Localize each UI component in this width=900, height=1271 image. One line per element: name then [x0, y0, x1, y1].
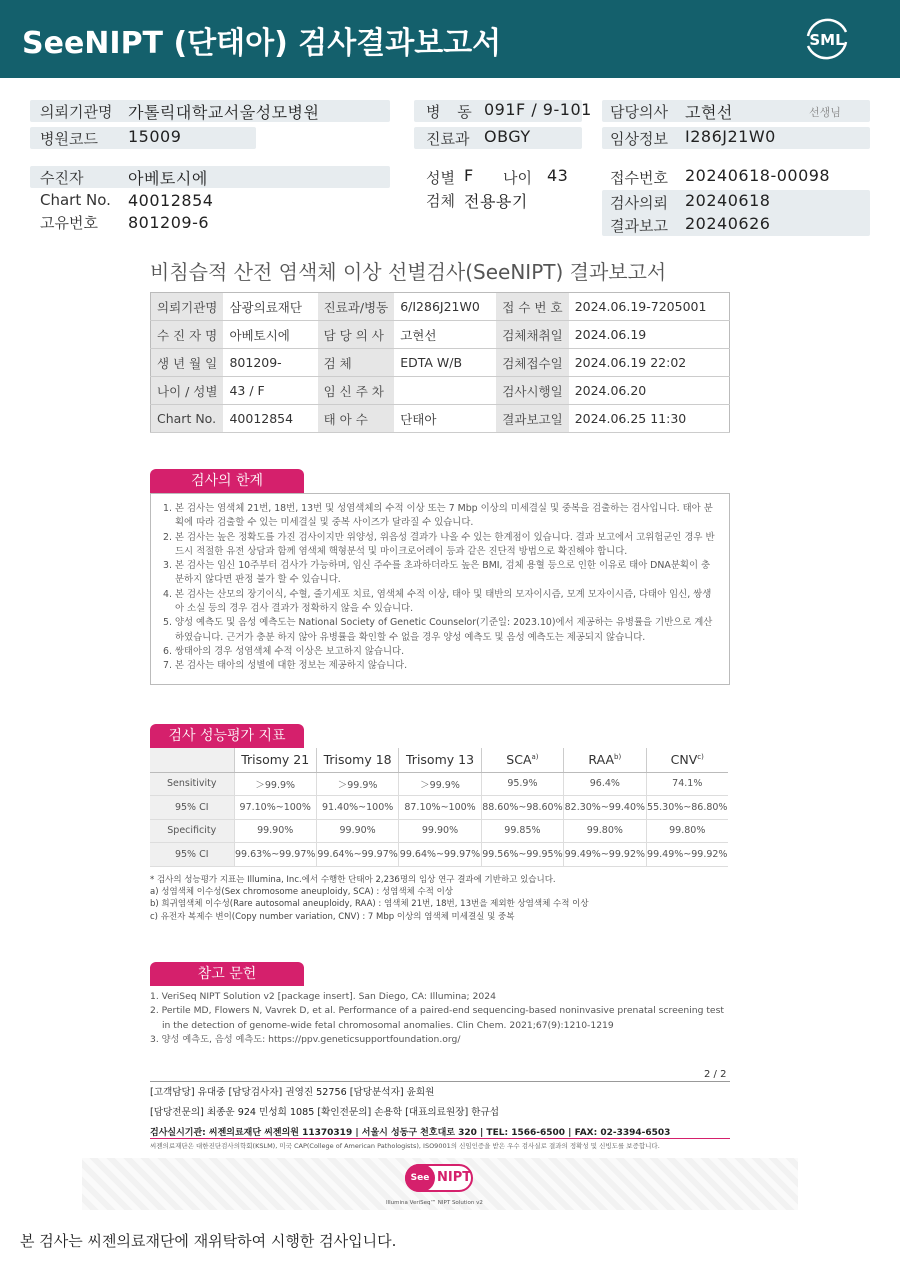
specimen-label: 검체 — [426, 192, 455, 210]
limit-item: 4. 본 검사는 산모의 장기이식, 수혈, 줄기세포 치료, 염색체 수적 이상, 태아 및 태반의 모자이시즘, 모계 모자이시즘, 다태아 임신, 쌍생아 소실 등의 경우 검사 결과가 정확하지 않을 수 있습니다. — [163, 588, 712, 615]
perf-cell: 99.85% — [481, 819, 563, 843]
ward-value: 091F / 9-101 — [484, 100, 592, 119]
footer-note: 본 검사는 씨젠의료재단에 재위탁하여 시행한 검사입니다. — [20, 1232, 397, 1250]
institution-value: 가톨릭대학교서울성모병원 — [128, 103, 320, 122]
limit-item: 1. 본 검사는 염색체 21번, 18번, 13번 및 성염색체의 수적 이상 또는 7 Mbp 이상의 미세결실 및 중복을 검출하는 검사입니다. 태아 분획에 따라 검출할 수 있는 미세결실 및 중복 사이즈가 달라질 수 있습니다. — [163, 503, 713, 529]
staff-row-1: [고객담당] 유대중 [담당검사자] 권영진 52756 [담당분석자] 윤희원 — [150, 1087, 435, 1098]
doctor-suffix: 선생님 — [809, 106, 841, 119]
info-key: 진료과/병동 — [318, 293, 395, 321]
info-value: 801209- — [223, 349, 317, 377]
info-key: 검 체 — [318, 349, 395, 377]
doctor-label: 담당의사 — [610, 103, 668, 121]
info-key: 담 당 의 사 — [318, 321, 395, 349]
perf-cell: 82.30%~99.40% — [564, 796, 646, 820]
unique-no-value: 801209-6 — [128, 213, 210, 232]
info-value: 40012854 — [223, 405, 317, 433]
report-title: SeeNIPT (단태아) 검사결과보고서 — [22, 26, 502, 61]
references-section-title: 참고 문헌 — [150, 962, 304, 986]
clinical-info-label: 임상정보 — [610, 130, 668, 148]
perf-note: b) 희귀염색체 이수성(Rare autosomal aneuploidy, RAA) : 염색체 21번, 18번, 13번을 제외한 상염색체 수적 이상 — [150, 899, 589, 910]
info-value: 2024.06.25 11:30 — [569, 405, 730, 433]
perf-column-name: RAA — [588, 752, 615, 768]
specimen-value: 전용용기 — [464, 192, 528, 211]
performance-notes — [150, 874, 589, 923]
perf-cell: 99.56%~99.95% — [481, 843, 563, 867]
info-key: 검체채취일 — [496, 321, 568, 349]
perf-cell: 91.40%~100% — [316, 796, 398, 820]
info-row — [151, 321, 730, 349]
info-value: 삼광의료재단 — [223, 293, 317, 321]
report-date-label: 결과보고 — [610, 217, 668, 235]
request-date-value: 20240618 — [685, 191, 771, 210]
info-key: 생 년 월 일 — [151, 349, 224, 377]
unique-no-label: 고유번호 — [40, 214, 98, 232]
perf-column-name: CNV — [670, 752, 698, 768]
perf-column-header — [234, 748, 316, 772]
perf-corner — [150, 748, 234, 772]
reference-item: 1. VeriSeq NIPT Solution v2 [package insert]. San Diego, CA: Illumina; 2024 — [150, 991, 496, 1002]
info-key: 임 신 주 차 — [318, 377, 395, 405]
info-value: EDTA W/B — [394, 349, 496, 377]
perf-column-sup: c) — [697, 753, 704, 762]
perf-column-name: Trisomy 18 — [323, 752, 392, 768]
info-value: 2024.06.19 — [569, 321, 730, 349]
perf-row-label: 95% CI — [150, 843, 234, 867]
perf-column-header — [564, 748, 646, 772]
report-date-value: 20240626 — [685, 214, 771, 233]
info-row — [151, 377, 730, 405]
performance-table — [150, 748, 728, 867]
badge-subtitle: Illumina VeriSeq™ NIPT Solution v2 — [386, 1200, 483, 1206]
perf-cell: 99.90% — [399, 819, 481, 843]
perf-row — [150, 772, 728, 796]
perf-row — [150, 796, 728, 820]
hospital-code-value: 15009 — [128, 127, 182, 146]
perf-cell: 99.64%~99.97% — [399, 843, 481, 867]
info-key: 결과보고일 — [496, 405, 568, 433]
info-value: 6/I286J21W0 — [394, 293, 496, 321]
age-value: 43 — [547, 166, 569, 185]
info-key: 접 수 번 호 — [496, 293, 568, 321]
references-list — [150, 990, 732, 1047]
info-key: 나이 / 성별 — [151, 377, 224, 405]
top-header-bar — [0, 0, 900, 78]
hospital-code-label: 병원코드 — [40, 130, 98, 148]
perf-cell: 99.63%~99.97% — [234, 843, 316, 867]
perf-cell: 99.49%~99.92% — [646, 843, 728, 867]
department-label: 진료과 — [426, 130, 470, 148]
sex-label: 성별 — [426, 169, 455, 187]
info-key: Chart No. — [151, 405, 224, 433]
info-row — [151, 349, 730, 377]
reference-item: 3. 양성 예측도, 음성 예측도: https://ppv.geneticsupportfoundation.org/ — [150, 1033, 461, 1045]
info-value: 아베토시에 — [223, 321, 317, 349]
perf-cell: 55.30%~86.80% — [646, 796, 728, 820]
info-key: 태 아 수 — [318, 405, 395, 433]
perf-column-name: Trisomy 13 — [406, 752, 475, 768]
limit-item: 7. 본 검사는 태아의 성별에 대한 정보는 제공하지 않습니다. — [163, 660, 408, 672]
limit-item: 6. 쌍태아의 경우 성염색체 수적 이상은 보고하지 않습니다. — [163, 645, 405, 657]
accent-divider — [150, 1138, 730, 1139]
perf-cell: ＞99.9% — [234, 772, 316, 796]
sex-value: F — [464, 166, 474, 185]
chart-no-value: 40012854 — [128, 191, 214, 210]
staff-row-3: 검사실시기관: 씨젠의료재단 씨젠의원 11370319 | 서울시 성동구 천호대로 320 | TEL: 1566-6500 | FAX: 02-3394-6503 — [150, 1128, 671, 1138]
perf-cell: ＞99.9% — [399, 772, 481, 796]
info-row — [151, 405, 730, 433]
department-value: OBGY — [484, 127, 531, 146]
info-key: 수 진 자 명 — [151, 321, 224, 349]
reference-item: 2. Pertile MD, Flowers N, Vavrek D, et al. Performance of a paired-end sequencing-based noninvasive prenatal screening test in the detection of genome-wide fetal chromosomal anomalies. Clin Chem. 2021;67(9):1210-1219 — [150, 1005, 724, 1031]
perf-cell: 88.60%~98.60% — [481, 796, 563, 820]
perf-cell: 99.90% — [316, 819, 398, 843]
badge-see: See — [405, 1164, 435, 1192]
perf-column-header — [481, 748, 563, 772]
limits-section-title: 검사의 한계 — [150, 469, 304, 493]
perf-cell: 99.80% — [646, 819, 728, 843]
limit-item: 3. 본 검사는 임신 10주부터 검사가 가능하며, 임신 주수를 초과하더라도 높은 BMI, 검체 용혈 등으로 인한 이유로 태아 DNA분획이 충분하지 않다면 판정 불가 할 수 있습니다. — [163, 560, 711, 586]
institution-label: 의뢰기관명 — [40, 103, 113, 121]
badge-nipt: NIPT — [437, 1170, 472, 1185]
patient-info-table — [150, 292, 730, 433]
perf-cell: 99.64%~99.97% — [316, 843, 398, 867]
perf-column-sup: b) — [614, 753, 622, 762]
info-value: 2024.06.19-7205001 — [569, 293, 730, 321]
seenipt-badge — [405, 1164, 473, 1192]
document-title: 비침습적 산전 염색체 이상 선별검사(SeeNIPT) 결과보고서 — [150, 260, 667, 284]
perf-note: a) 성염색체 이수성(Sex chromosome aneuploidy, SCA) : 성염색체 수적 이상 — [150, 887, 454, 898]
perf-cell: 95.9% — [481, 772, 563, 796]
certification-note: 씨젠의료재단은 대한진단검사의학회(KSLM), 미국 CAP(College of American Pathologists), ISO9001의 신임인증을 받은 우수 검사실로 결과의 정확성 및 신빙도를 보증합니다. — [150, 1142, 660, 1150]
perf-column-name: SCA — [506, 752, 532, 768]
info-value: 43 / F — [223, 377, 317, 405]
patient-label: 수진자 — [40, 169, 84, 187]
staff-row-2: [담당전문의] 최종운 924 민성희 1085 [확인전문의] 손용학 [대표의료원장] 한규섭 — [150, 1107, 500, 1118]
ward-label: 병 동 — [426, 103, 478, 121]
info-key: 의뢰기관명 — [151, 293, 224, 321]
perf-column-header — [399, 748, 481, 772]
perf-cell: 74.1% — [646, 772, 728, 796]
staff-block — [150, 1083, 730, 1143]
perf-cell: 99.49%~99.92% — [564, 843, 646, 867]
perf-column-name: Trisomy 21 — [241, 752, 310, 768]
perf-column-header — [646, 748, 728, 772]
perf-cell: 97.10%~100% — [234, 796, 316, 820]
perf-column-header — [316, 748, 398, 772]
perf-note: c) 유전자 복제수 변이(Copy number variation, CNV) : 7 Mbp 이상의 염색체 미세결실 및 중복 — [150, 911, 515, 922]
divider — [150, 1081, 730, 1082]
perf-row-label: 95% CI — [150, 796, 234, 820]
info-value — [394, 377, 496, 405]
perf-row-label: Sensitivity — [150, 772, 234, 796]
svg-text:SML: SML — [809, 31, 845, 49]
info-key: 검사시행일 — [496, 377, 568, 405]
info-value: 2024.06.19 22:02 — [569, 349, 730, 377]
perf-cell: 99.80% — [564, 819, 646, 843]
receipt-no-label: 접수번호 — [610, 169, 668, 187]
perf-cell: 96.4% — [564, 772, 646, 796]
perf-note: * 검사의 성능평가 지표는 Illumina, Inc.에서 수행한 단태아 2,236명의 임상 연구 결과에 기반하고 있습니다. — [150, 875, 556, 885]
info-key: 검체접수일 — [496, 349, 568, 377]
receipt-no-value: 20240618-00098 — [685, 166, 831, 185]
age-label: 나이 — [503, 169, 532, 187]
doctor-value: 고현선 — [685, 103, 733, 122]
limits-box — [150, 493, 730, 685]
perf-cell: ＞99.9% — [316, 772, 398, 796]
sml-logo — [800, 12, 854, 66]
limit-item: 2. 본 검사는 높은 정확도를 가진 검사이지만 위양성, 위음성 결과가 나올 수 있는 한계점이 있습니다. 결과 보고에서 고위험군인 경우 반드시 적절한 유전 상담과 함께 염색체 핵형분석 및 마이크로어레이 등과 같은 진단적 방법으로 확진해야 합니다. — [163, 531, 715, 557]
perf-cell: 87.10%~100% — [399, 796, 481, 820]
limit-item: 5. 양성 예측도 및 음성 예측도는 National Society of Genetic Counselor(기준일: 2023.10)에서 제공하는 유병률을 기반으로 계산하였습니다. 근거가 충분 하지 않아 유병률을 확인할 수 없을 경우 양성 예측도 및 음성 예측도는 제공되지 않습니다. — [163, 617, 713, 643]
clinical-info-value: I286J21W0 — [685, 127, 776, 146]
perf-cell: 99.90% — [234, 819, 316, 843]
perf-row-label: Specificity — [150, 819, 234, 843]
patient-value: 아베토시에 — [128, 169, 208, 188]
page-number: 2 / 2 — [704, 1069, 727, 1080]
perf-column-sup: a) — [531, 753, 539, 762]
chart-no-label: Chart No. — [40, 191, 111, 209]
perf-row — [150, 843, 728, 867]
info-row — [151, 293, 730, 321]
perf-row — [150, 819, 728, 843]
info-value: 2024.06.20 — [569, 377, 730, 405]
info-value: 단태아 — [394, 405, 496, 433]
request-date-label: 검사의뢰 — [610, 194, 668, 212]
info-value: 고현선 — [394, 321, 496, 349]
patient-band — [30, 166, 390, 188]
performance-section-title: 검사 성능평가 지표 — [150, 724, 304, 748]
sml-logo-icon — [800, 12, 854, 66]
